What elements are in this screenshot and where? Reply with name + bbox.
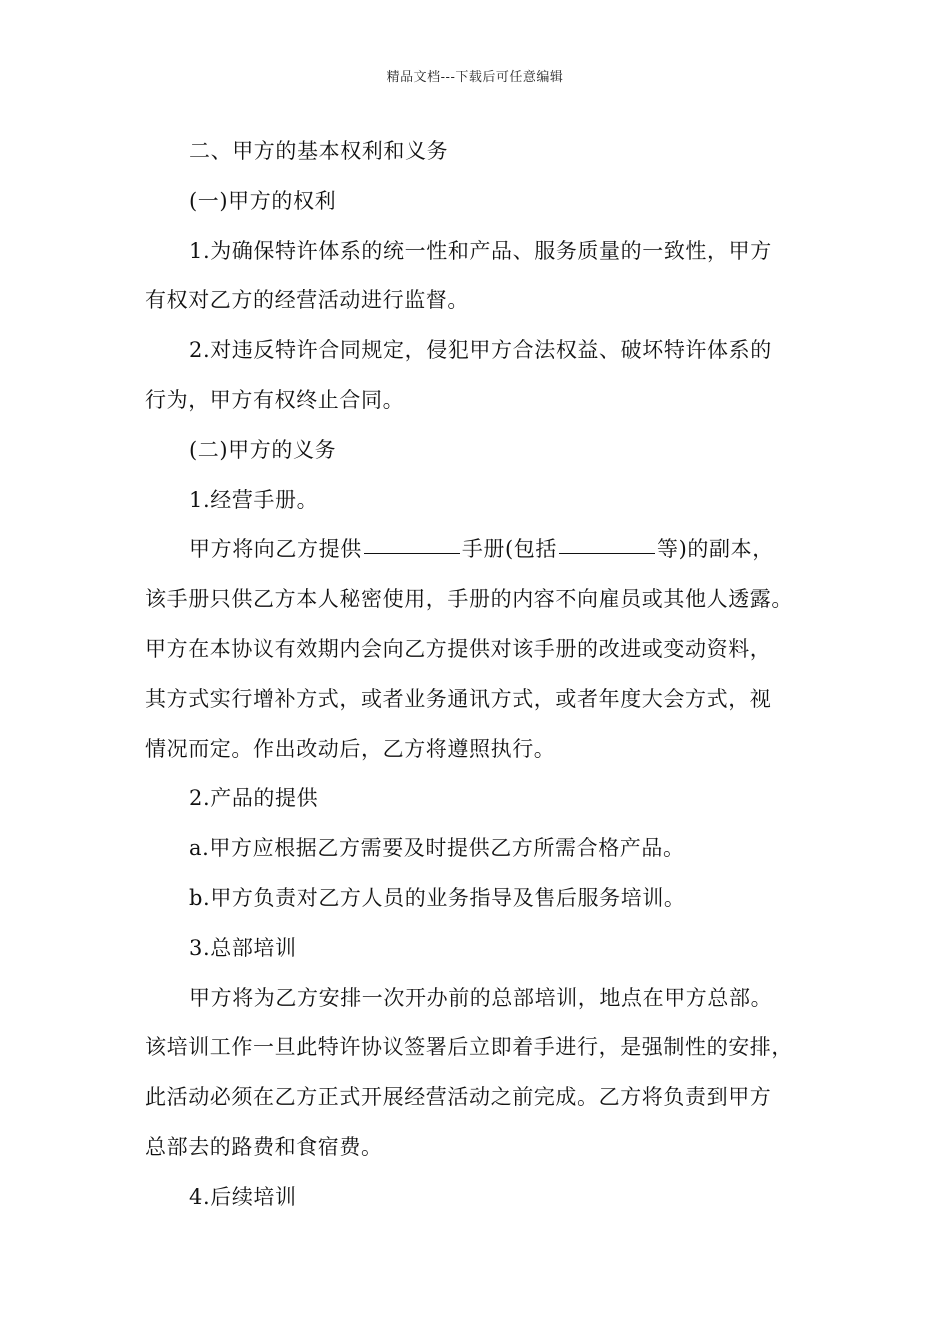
rights-heading: (一)甲方的权利 xyxy=(189,188,337,213)
document-body xyxy=(145,127,815,1223)
duty-1-text-a: 甲方将向乙方提供 xyxy=(189,537,362,562)
duty-1-line-1 xyxy=(145,525,815,575)
duty-1-line-4: 其方式实行增补方式，或者业务通讯方式，或者年度大会方式，视 xyxy=(145,686,772,711)
duty-3-line-1: 甲方将为乙方安排一次开办前的总部培训，地点在甲方总部。 xyxy=(189,985,773,1010)
right-2-line-2: 行为，甲方有权终止合同。 xyxy=(145,387,405,412)
duty-1-line-2: 该手册只供乙方本人秘密使用，手册的内容不向雇员或其他人透露。 xyxy=(145,587,793,612)
duty-3-line-4: 总部去的路费和食宿费。 xyxy=(145,1134,383,1159)
duty-4-heading: 4.后续培训 xyxy=(189,1184,297,1209)
duty-1-line-5: 情况而定。作出改动后，乙方将遵照执行。 xyxy=(145,736,556,761)
right-2-line-1: 2.对违反特许合同规定，侵犯甲方合法权益、破坏特许体系的 xyxy=(189,338,772,363)
duty-2-heading: 2.产品的提供 xyxy=(189,786,319,811)
fill-in-blank-1[interactable] xyxy=(364,552,460,554)
duty-3-line-2: 该培训工作一旦此特许协议签署后立即着手进行，是强制性的安排， xyxy=(145,1035,793,1060)
duty-2-item-a: a.甲方应根据乙方需要及时提供乙方所需合格产品。 xyxy=(189,836,685,861)
duties-heading: (二)甲方的义务 xyxy=(189,437,337,462)
duty-1-text-c: 等)的副本， xyxy=(657,537,774,562)
duty-3-line-3: 此活动必须在乙方正式开展经营活动之前完成。乙方将负责到甲方 xyxy=(145,1085,772,1110)
fill-in-blank-2[interactable] xyxy=(559,552,655,554)
duty-1-line-3: 甲方在本协议有效期内会向乙方提供对该手册的改进或变动资料， xyxy=(145,636,772,661)
duty-2-item-b: b.甲方负责对乙方人员的业务指导及售后服务培训。 xyxy=(189,885,686,910)
duty-1-heading: 1.经营手册。 xyxy=(189,487,319,512)
right-1-line-1: 1.为确保特许体系的统一性和产品、服务质量的一致性，甲方 xyxy=(189,238,772,263)
right-1-line-2: 有权对乙方的经营活动进行监督。 xyxy=(145,288,469,313)
duty-1-text-b: 手册(包括 xyxy=(461,537,558,562)
duty-3-heading: 3.总部培训 xyxy=(189,935,297,960)
section-title: 二、甲方的基本权利和义务 xyxy=(189,139,449,163)
page-header: 精品文档---下载后可任意编辑 xyxy=(386,70,564,85)
